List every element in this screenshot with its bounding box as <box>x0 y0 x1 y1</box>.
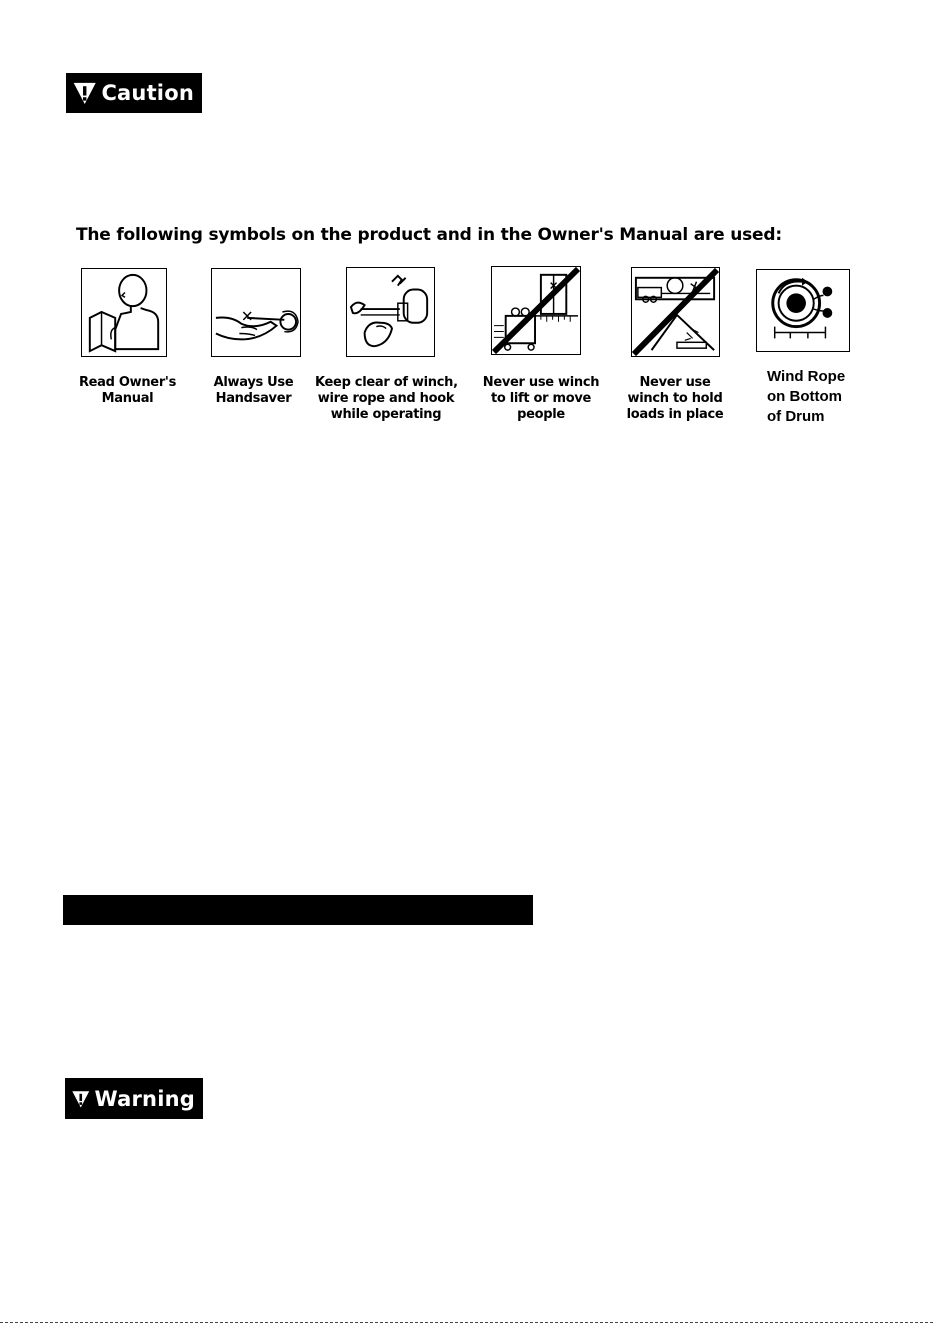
caution-label: Caution <box>101 81 194 105</box>
read-manual-icon <box>81 268 167 357</box>
caption-drum-wind: Wind Rope on Bottom of Drum <box>767 368 846 425</box>
symbols-heading: The following symbols on the product and in the Owner's Manual are used: <box>76 225 782 245</box>
exclamation-triangle-icon <box>71 1084 91 1114</box>
warning-badge <box>65 1078 203 1119</box>
caption-no-hold-loads: Never use winch to hold loads in place <box>626 375 724 422</box>
caption-no-lift-people: Never use winch to lift or move people <box>482 375 600 422</box>
caption-read-manual: Read Owner's Manual <box>78 375 177 406</box>
page-bottom-rule <box>0 1322 933 1323</box>
drum-wind-icon <box>756 269 850 352</box>
section-header-bar <box>63 895 533 925</box>
warning-label: Warning <box>94 1086 195 1111</box>
caption-keep-clear: Keep clear of winch, wire rope and hook while operating <box>315 375 458 422</box>
handsaver-icon <box>211 268 301 357</box>
keep-clear-icon <box>346 267 435 357</box>
caution-badge <box>66 73 202 113</box>
caption-handsaver: Always Use Handsaver <box>213 375 294 406</box>
exclamation-triangle-icon <box>72 78 97 108</box>
no-lift-people-icon <box>491 266 581 355</box>
no-hold-loads-icon <box>631 267 720 357</box>
